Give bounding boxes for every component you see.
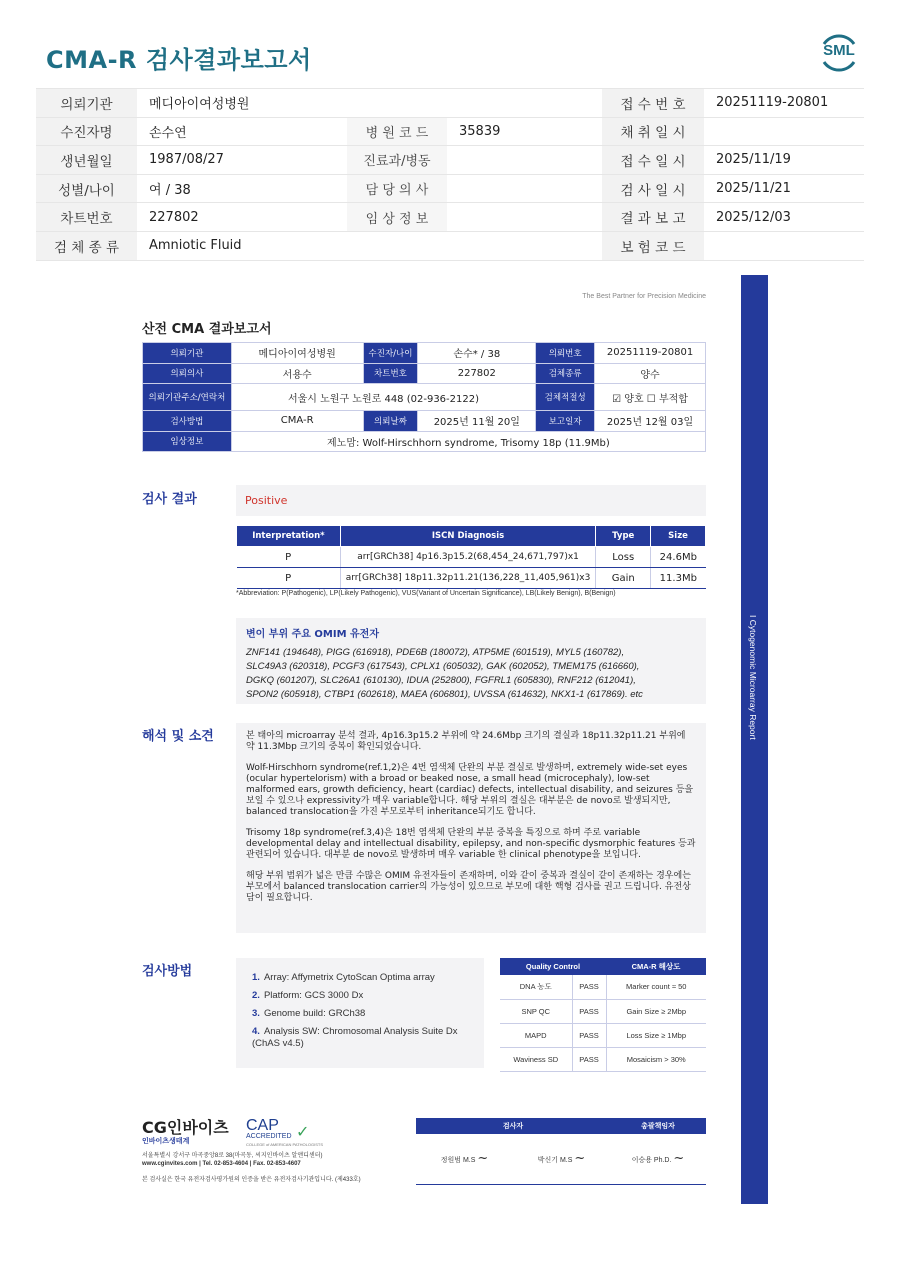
info-label: 의뢰번호 <box>536 343 595 364</box>
info-label: 의뢰기관 <box>143 343 232 364</box>
info-value: 메디아이여성병원 <box>231 343 363 364</box>
cg-invites-logo: CG인바이츠 <box>142 1118 229 1137</box>
result-summary-box <box>236 485 706 516</box>
info-value: 손수* / 38 <box>418 343 536 364</box>
method-number: 2. <box>252 990 260 1001</box>
qc-cell: Gain Size ≥ 2Mbp <box>606 999 706 1023</box>
omim-box <box>236 618 706 704</box>
info-row <box>143 343 706 364</box>
method-item <box>252 1008 468 1020</box>
result-table <box>236 525 706 589</box>
qc-cell: Loss Size ≥ 1Mbp <box>606 1023 706 1047</box>
header-value <box>447 146 602 175</box>
patient-header-table <box>36 88 864 261</box>
header-value: 2025/11/21 <box>704 174 864 203</box>
qc-header: CMA-R 해상도 <box>606 958 706 975</box>
header-value: 2025/11/19 <box>704 146 864 175</box>
method-number: 3. <box>252 1008 260 1019</box>
section-interpretation-title: 해석 및 소견 <box>142 729 214 744</box>
header-label: 수진자명 <box>36 117 137 146</box>
info-value: CMA-R <box>231 411 363 432</box>
method-list <box>252 972 468 1050</box>
qc-cell: MAPD <box>500 1023 572 1047</box>
result-positive: Positive <box>245 494 288 507</box>
header-value: 2025/12/03 <box>704 203 864 232</box>
info-value: 227802 <box>418 363 536 384</box>
header-row <box>36 174 864 203</box>
result-col-header: ISCN Diagnosis <box>340 526 596 547</box>
header-label: 채 취 일 시 <box>602 117 704 146</box>
method-item <box>252 1026 468 1050</box>
clinical-info: 제노맘: Wolf-Hirschhorn syndrome, Trisomy 18p (11.9Mb) <box>231 431 705 452</box>
report-tagline: The Best Partner for Precision Medicine <box>582 293 706 300</box>
signer <box>610 1134 706 1184</box>
header-value: 20251119-20801 <box>704 89 864 118</box>
info-row <box>143 384 706 411</box>
interpretation-paragraph: Trisomy 18p syndrome(ref.3,4)은 18번 염색체 단완의 부분 중복을 특징으로 하며 주로 variable developmental delay and intellectual disability, epilepsy, and non-specific dysmorphic features 등과 관련되어 있습니다. 대부분 de novo로 발생하며 매우 variable 한 clinical phenotype을 보입니다. <box>246 828 696 860</box>
result-row <box>237 568 706 589</box>
page-title: CMA-R 검사결과보고서 <box>46 46 312 74</box>
interpretation-paragraph: Wolf-Hirschhorn syndrome(ref.1,2)은 4번 염색체 단완의 부분 결실로 발생하며, extremely wide-set eyes (ocular hypertelorism) with a broad or beaked nose, a small head (microcephaly), low-set malformed ears, growth deficiency, heart (cardiac) defects, intellectual disability, and seizures 등을 보일 수 있으나 expressivity가 매우 variable합니다. 해당 부위의 결실은 대부분은 de novo로 발생되지만, balanced translocation을 가진 부모로부터 inheritance되기도 합니다. <box>246 763 694 817</box>
header-label: 검 사 일 시 <box>602 174 704 203</box>
signer <box>513 1134 610 1184</box>
info-row <box>143 411 706 432</box>
header-value: 227802 <box>137 203 347 232</box>
info-value: 양수 <box>595 363 706 384</box>
result-cell: Gain <box>596 568 651 589</box>
qc-cell: PASS <box>572 1023 606 1047</box>
method-text: Genome build: GRCh38 <box>263 1008 366 1019</box>
header-label: 병 원 코 드 <box>347 117 447 146</box>
omim-gene-list <box>246 646 696 702</box>
sml-logo <box>818 30 860 74</box>
result-col-header: Size <box>651 526 706 547</box>
sig-header: 총괄책임자 <box>610 1118 706 1134</box>
qc-cell: PASS <box>572 1047 606 1071</box>
info-label: 의뢰기관주소/연락처 <box>143 384 232 411</box>
interpretation-paragraph: 해당 부위 범위가 넓은 만큼 수많은 OMIM 유전자들이 존재하며, 이와 같이 중복과 결실이 같이 존재하는 경우에는 부모에서 balanced translocation carrier의 가능성이 있으므로 부모에 대한 핵형 검사를 권고 드립니다. 유전상담이 필요합니다. <box>246 871 691 903</box>
interpretation-paragraph: 본 태아의 microarray 분석 결과, 4p16.3p15.2 부위에 약 24.6Mbp 크기의 결실과 18p11.32p11.21 부위에 약 11.3Mbp 크기의 중복이 확인되었습니다. <box>246 731 686 752</box>
report-info-table <box>142 342 706 452</box>
lab-contact: www.cginvites.com | Tel. 02-853-4604 | Fax. 02-853-4607 <box>142 1161 301 1167</box>
info-value: 서용수 <box>231 363 363 384</box>
header-value: 35839 <box>447 117 602 146</box>
omim-line: ZNF141 (194648), PIGG (616918), PDE6B (180072), ATP5ME (601519), MYL5 (160782), <box>246 647 625 658</box>
omim-line: SPON2 (605918), CTBP1 (602618), MAEA (606801), UVSSA (614632), NKX1-1 (617869). etc <box>246 689 643 700</box>
result-cell: Loss <box>596 547 651 568</box>
method-text: Analysis SW: Chromosomal Analysis Suite Dx (ChAS v4.5) <box>252 1026 458 1049</box>
qc-row <box>500 999 706 1023</box>
info-label: 보고일자 <box>536 411 595 432</box>
header-value <box>447 231 602 260</box>
checkmark-icon: ✓ <box>296 1122 310 1141</box>
signer-name: 정원범 M.S <box>440 1157 476 1165</box>
result-col-header: Type <box>596 526 651 547</box>
header-value <box>447 89 602 118</box>
qc-table <box>500 958 706 1072</box>
info-label: 차트번호 <box>363 363 418 384</box>
result-col-header: Interpretation* <box>237 526 341 547</box>
method-text: Array: Affymetrix CytoScan Optima array <box>263 972 435 983</box>
header-row <box>36 146 864 175</box>
header-label: 결 과 보 고 <box>602 203 704 232</box>
header-value: 1987/08/27 <box>137 146 347 175</box>
header-value <box>704 231 864 260</box>
qc-cell: SNP QC <box>500 999 572 1023</box>
section-result-title: 검사 결과 <box>142 492 197 507</box>
result-cell: 11.3Mb <box>651 568 706 589</box>
header-label: 검 체 종 류 <box>36 231 137 260</box>
specimen-adequacy: ☑ 양호 ☐ 부적합 <box>595 384 706 411</box>
header-label: 보 험 코 드 <box>602 231 704 260</box>
cap-accredited: ACCREDITED <box>246 1133 292 1140</box>
header-row <box>36 89 864 118</box>
signature-mark: ~ <box>477 1151 489 1167</box>
header-label: 접 수 일 시 <box>602 146 704 175</box>
header-label: 임 상 정 보 <box>347 203 447 232</box>
header-value: Amniotic Fluid <box>137 231 347 260</box>
qc-cell: PASS <box>572 999 606 1023</box>
result-row <box>237 547 706 568</box>
report-sidebar <box>741 275 768 1204</box>
header-label: 차트번호 <box>36 203 137 232</box>
method-box <box>236 958 484 1068</box>
header-label: 의뢰기관 <box>36 89 137 118</box>
report-title: 산전 CMA 결과보고서 <box>142 322 272 337</box>
signer-name: 이승용 Ph.D. <box>631 1157 672 1165</box>
signature-table <box>416 1118 706 1185</box>
qc-row <box>500 1047 706 1071</box>
header-label: 진료과/병동 <box>347 146 447 175</box>
abbreviation-note: *Abbreviation: P(Pathogenic), LP(Likely Pathogenic), VUS(Variant of Uncertain Significance), LB(Likely Benign), B(Benign) <box>236 590 616 597</box>
header-label: 성별/나이 <box>36 174 137 203</box>
result-cell: arr[GRCh38] 18p11.32p11.21(136,228_11,405,961)x3 <box>340 568 596 589</box>
result-cell: P <box>237 547 341 568</box>
qc-cell: Waviness SD <box>500 1047 572 1071</box>
header-label: 생년월일 <box>36 146 137 175</box>
header-value <box>704 117 864 146</box>
header-value <box>447 203 602 232</box>
info-label: 임상정보 <box>143 431 232 452</box>
info-value: 2025년 12월 03일 <box>595 411 706 432</box>
info-label: 검사방법 <box>143 411 232 432</box>
info-value: 20251119-20801 <box>595 343 706 364</box>
header-value: 여 / 38 <box>137 174 347 203</box>
info-label: 의뢰날짜 <box>363 411 418 432</box>
result-cell: P <box>237 568 341 589</box>
info-label: 수진자/나이 <box>363 343 418 364</box>
interpretation-box <box>236 723 706 933</box>
method-item <box>252 972 468 984</box>
omim-title: 변이 부위 주요 OMIM 유전자 <box>246 629 379 640</box>
header-label <box>347 231 447 260</box>
sig-header: 검사자 <box>416 1118 610 1134</box>
header-row <box>36 231 864 260</box>
logo-text: SML <box>823 42 855 59</box>
lab-certification: 본 검사실은 한국 유전자검사평가원의 인증을 받은 유전자검사기관입니다. (제433호) <box>142 1177 361 1183</box>
cg-invites-sub: 인바이츠생태계 <box>142 1137 190 1145</box>
header-row <box>36 203 864 232</box>
result-cell: arr[GRCh38] 4p16.3p15.2(68,454_24,671,797)x1 <box>340 547 596 568</box>
info-value: 서울시 노원구 노원로 448 (02-936-2122) <box>231 384 535 411</box>
qc-cell: PASS <box>572 975 606 999</box>
info-label: 의뢰의사 <box>143 363 232 384</box>
header-label: 접 수 번 호 <box>602 89 704 118</box>
method-number: 4. <box>252 1026 260 1037</box>
header-label: 담 당 의 사 <box>347 174 447 203</box>
info-row <box>143 431 706 452</box>
info-row <box>143 363 706 384</box>
cap-logo: CAP <box>246 1117 279 1134</box>
header-label <box>347 89 447 118</box>
qc-cell: Mosaicism > 30% <box>606 1047 706 1071</box>
info-value: 2025년 11월 20일 <box>418 411 536 432</box>
signature-mark: ~ <box>574 1151 586 1167</box>
header-value: 손수연 <box>137 117 347 146</box>
cap-sub: COLLEGE of AMERICAN PATHOLOGISTS <box>246 1142 323 1147</box>
method-number: 1. <box>252 972 260 983</box>
section-method-title: 검사방법 <box>142 964 193 979</box>
qc-row <box>500 1023 706 1047</box>
info-label: 검체적절성 <box>536 384 595 411</box>
qc-cell: DNA 농도 <box>500 975 572 999</box>
method-item <box>252 990 468 1002</box>
qc-header: Quality Control <box>500 958 606 975</box>
result-cell: 24.6Mb <box>651 547 706 568</box>
header-value: 메디아이여성병원 <box>137 89 347 118</box>
info-label: 검체종류 <box>536 363 595 384</box>
omim-line: SLC49A3 (620318), PCGF3 (617543), CPLX1 (605032), GAK (602052), TMEM175 (616660), <box>246 661 640 672</box>
method-text: Platform: GCS 3000 Dx <box>263 990 364 1001</box>
omim-line: DGKQ (601207), SLC26A1 (610130), IDUA (252800), FGFRL1 (605830), RNF212 (612041), <box>246 675 636 686</box>
sidebar-text: I Cytogenomic Microarray Report <box>748 615 758 740</box>
qc-row <box>500 975 706 999</box>
header-value <box>447 174 602 203</box>
qc-cell: Marker count ≈ 50 <box>606 975 706 999</box>
signer-name: 박신기 M.S <box>537 1157 573 1165</box>
signer <box>416 1134 513 1184</box>
header-row <box>36 117 864 146</box>
signature-mark: ~ <box>673 1151 685 1167</box>
lab-address: 서울특별시 강서구 마곡중앙8로 38(마곡동, 씨지인바이츠 알앤디센터) <box>142 1153 323 1159</box>
